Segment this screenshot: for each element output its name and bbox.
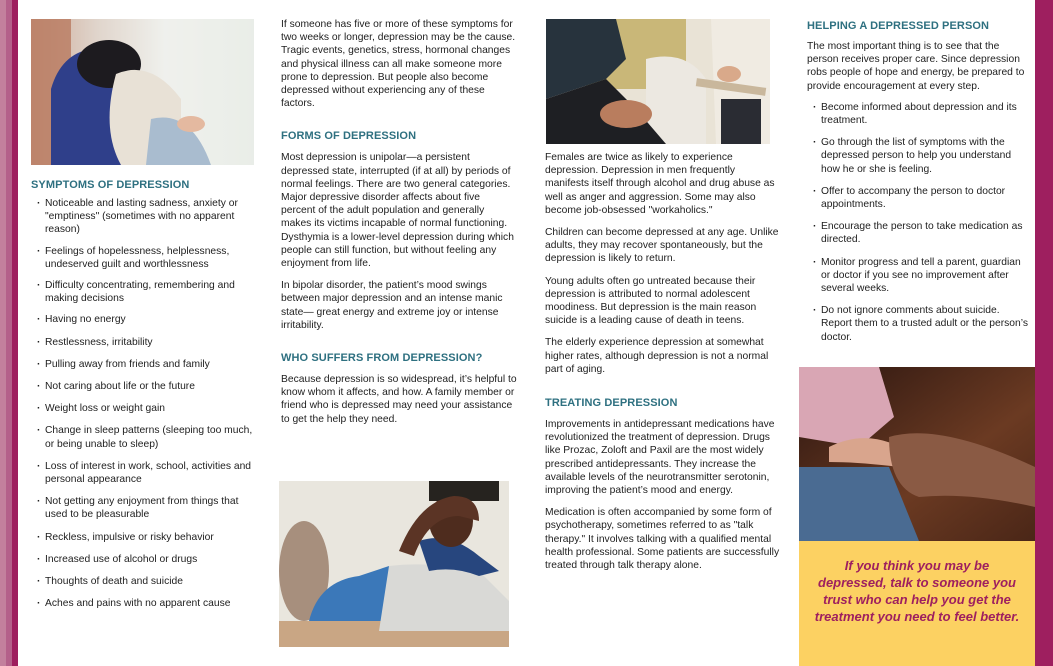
photo-therapy-session (546, 19, 770, 144)
symptom-item: · Weight loss or weight gain (31, 402, 257, 415)
symptom-item: · Aches and pains with no apparent cause (31, 597, 257, 610)
helping-list (807, 101, 1029, 344)
symptom-item: · Loss of interest in work, school, activities and personal appearance (31, 460, 257, 486)
who-paragraph-3: Children can become depressed at any age. Unlike adults, they may recover spontaneously, but the depression is likely to return. (545, 227, 779, 265)
treating-heading: TREATING DEPRESSION (545, 397, 678, 410)
photo-holding-hands (799, 367, 1035, 541)
who-paragraph-2: Females are twice as likely to experience depression. Depression in men frequently manifests itself through alcohol and drug abuse as well as anger and aggression. Some may also become job-obsessed "workaholics." (545, 152, 775, 216)
symptom-item: · Difficulty concentrating, remembering and making decisions (31, 279, 257, 305)
symptom-item: · Restlessness, irritability (31, 336, 257, 349)
forms-heading: FORMS OF DEPRESSION (281, 130, 417, 143)
intro-paragraph: If someone has five or more of these symptoms for two weeks or longer, depression may be the cause. Tragic events, genetics, stress, hormonal changes and physical illness can all make someone more prone to depression. But people also become depressed without experiencing any of these factors. (281, 19, 516, 110)
photo-stressed-student (279, 481, 509, 647)
helping-item: · Encourage the person to take medication as directed. (807, 220, 1029, 246)
treating-paragraph-2: Medication is often accompanied by some form of psychotherapy, sometimes referred to as "talk therapy." It involves talking with a qualified mental health professional. Some patients are successfully treated through talk therapy alone. (545, 507, 780, 572)
symptoms-heading: SYMPTOMS OF DEPRESSION (31, 179, 190, 191)
callout-text: If you think you may be depressed, talk to someone you trust who can help you get the treatment you need to feel better. (814, 558, 1020, 624)
symptom-item: · Having no energy (31, 313, 257, 326)
who-paragraph-1: Because depression is so widespread, it’s helpful to know whom it affects, and how. A family member or friend who is depressed may need your assistance to get the help they need. (281, 374, 517, 425)
right-edge-stripe (1035, 0, 1053, 666)
who-paragraph-4: Young adults often go untreated because their depression is attributed to normal adolescent moodiness. But depression is the main reason suicide is a leading cause of death in teens. (545, 275, 757, 327)
symptoms-list (31, 197, 257, 610)
who-paragraph-5: The elderly experience depression at somewhat higher rates, although depression is not a normal part of aging. (545, 337, 769, 375)
forms-paragraph-1: Most depression is unipolar—a persistent depressed state, interrupted (if at all) by periods of normal feelings. There are two general categories. Major depressive disorder affects about five percent of the adult population and generally makes its victims incapable of normal functioning. Dysthymia is a lower-level depression during which people can still function, but without feeling any enjoyment from life. (281, 152, 514, 270)
symptom-item: · Pulling away from friends and family (31, 358, 257, 371)
symptom-item: · Change in sleep patterns (sleeping too much, or being unable to sleep) (31, 424, 257, 450)
symptom-item: · Feelings of hopelessness, helplessness, undeserved guilt and worthlessness (31, 245, 257, 271)
forms-paragraph-2: In bipolar disorder, the patient’s mood swings between major depression and an intense manic state— great energy and extreme joy or intense irritability. (281, 280, 503, 331)
left-edge-stripe-dark (12, 0, 18, 666)
helping-item: · Monitor progress and tell a parent, guardian or doctor if you see no improvement after several weeks. (807, 256, 1029, 296)
helping-item: · Offer to accompany the person to doctor appointments. (807, 185, 1029, 211)
photo-woman-hugging-pillow (31, 19, 254, 165)
callout-box (799, 541, 1035, 666)
symptom-item: · Not getting any enjoyment from things that used to be pleasurable (31, 495, 257, 521)
symptom-item: · Not caring about life or the future (31, 380, 257, 393)
treating-paragraph-1: Improvements in antidepressant medications have revolutionized the treatment of depression. Drugs like Prozac, Zoloft and Paxil are the most widely prescribed antidepressants. They increase the available levels of the neurotransmitter serotonin, improving the patient’s mood and energy. (545, 419, 775, 497)
helping-item: · Do not ignore comments about suicide. Report them to a trusted adult or the person’s doctor. (807, 304, 1029, 344)
helping-heading: HELPING A DEPRESSED PERSON (807, 20, 990, 32)
helping-item: · Go through the list of symptoms with the depressed person to help you understand how he or she is feeling. (807, 136, 1029, 176)
helping-intro: The most important thing is to see that the person receives proper care. Since depression robs people of hope and energy, be prepared to provide encouragement at every step. (807, 41, 1025, 92)
symptom-item: · Noticeable and lasting sadness, anxiety or "emptiness" (sometimes with no apparent reason) (31, 197, 257, 237)
symptom-item: · Thoughts of death and suicide (31, 575, 257, 588)
who-heading: WHO SUFFERS FROM DEPRESSION? (281, 352, 483, 365)
helping-item: · Become informed about depression and its treatment. (807, 101, 1029, 127)
symptom-item: · Increased use of alcohol or drugs (31, 553, 257, 566)
symptom-item: · Reckless, impulsive or risky behavior (31, 531, 257, 544)
